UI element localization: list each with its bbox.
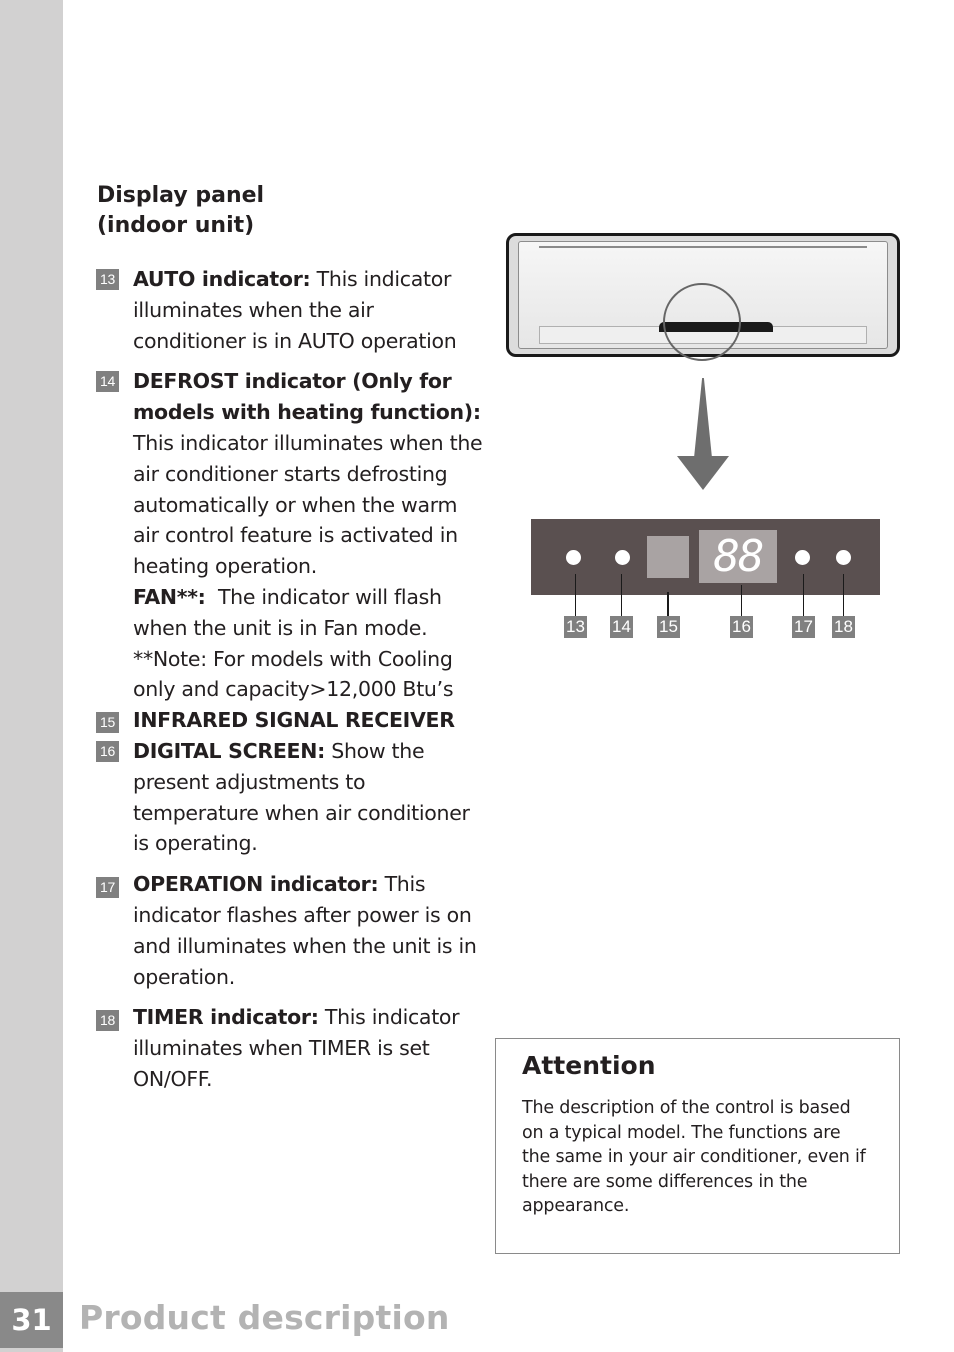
list-item-auto — [96, 264, 486, 356]
list-item-defrost — [96, 366, 486, 705]
item-label: DIGITAL SCREEN: — [133, 738, 326, 763]
operation-indicator-light — [795, 550, 810, 565]
zoom-circle — [663, 283, 741, 361]
page-title: Product description — [79, 1298, 450, 1337]
digital-screen: 88 — [699, 530, 777, 583]
callout-label-17: 17 — [792, 616, 815, 638]
leader-line-16 — [741, 585, 742, 616]
list-item-digital-screen — [96, 736, 486, 859]
page-number: 31 — [0, 1292, 63, 1348]
item-text: This indicator illuminates when the air conditioner starts defrosting automatically or when the warm air control feature is activated in heating operation. — [133, 430, 483, 579]
item-label: OPERATION indicator: — [133, 872, 379, 897]
indoor-unit-top-line — [539, 246, 867, 248]
list-item-operation — [96, 869, 486, 992]
item-text: This indicator flashes after power is on and illuminates when the unit is in operation. — [133, 872, 477, 989]
section-title-line2: (indoor unit) — [97, 213, 255, 238]
item-number-badge: 18 — [96, 1010, 119, 1031]
page-sidebar — [0, 0, 63, 1352]
item-text: Show the present adjustments to temperature when air conditioner is operating. — [133, 738, 470, 856]
arrow-down-head — [677, 456, 729, 490]
fan-label: FAN**: — [133, 584, 206, 609]
leader-line-17 — [803, 574, 804, 616]
item-number-badge: 13 — [96, 269, 119, 290]
defrost-indicator-light — [615, 550, 630, 565]
infrared-receiver-window — [647, 536, 689, 578]
item-number-badge: 16 — [96, 741, 119, 762]
leader-line-15 — [667, 592, 669, 616]
callout-label-15: 15 — [657, 616, 680, 638]
item-text: This indicator illuminates when the air conditioner is in AUTO operation — [133, 267, 457, 353]
attention-box — [495, 1038, 900, 1254]
display-panel — [531, 519, 880, 595]
attention-body: The description of the control is based on a typical model. The functions are the same in your air conditioner, even if there are some differences in the appearance. — [522, 1098, 866, 1216]
fan-text: The indicator will flash when the unit is in Fan mode. — [133, 584, 448, 640]
item-label: INFRARED SIGNAL RECEIVER — [133, 708, 455, 733]
section-title — [97, 181, 397, 241]
attention-title: Attention — [522, 1051, 656, 1080]
item-label: AUTO indicator: — [133, 267, 311, 291]
leader-line-13 — [575, 574, 576, 616]
section-title-line1: Display panel — [97, 183, 265, 208]
callout-label-14: 14 — [610, 616, 633, 638]
indicator-list — [96, 264, 486, 1095]
item-number-badge: 17 — [96, 877, 119, 898]
note-text: **Note: For models with Cooling only and capacity>12,000 Btu’s — [133, 646, 454, 702]
leader-line-14 — [621, 574, 622, 616]
auto-indicator-light — [566, 550, 581, 565]
callout-label-16: 16 — [730, 616, 753, 638]
item-label: TIMER indicator: — [133, 1005, 319, 1030]
item-label: DEFROST indicator (Only for models with heating function): — [133, 369, 481, 425]
callout-label-13: 13 — [564, 616, 587, 638]
item-text: This indicator illuminates when TIMER is set ON/OFF. — [133, 1005, 460, 1091]
timer-indicator-light — [836, 550, 851, 565]
list-item-infrared — [96, 705, 486, 736]
item-number-badge: 14 — [96, 371, 119, 392]
arrow-down-icon — [694, 378, 712, 458]
callout-label-18: 18 — [832, 616, 855, 638]
list-item-timer — [96, 1002, 486, 1094]
leader-line-18 — [843, 574, 844, 616]
item-number-badge: 15 — [96, 712, 119, 733]
